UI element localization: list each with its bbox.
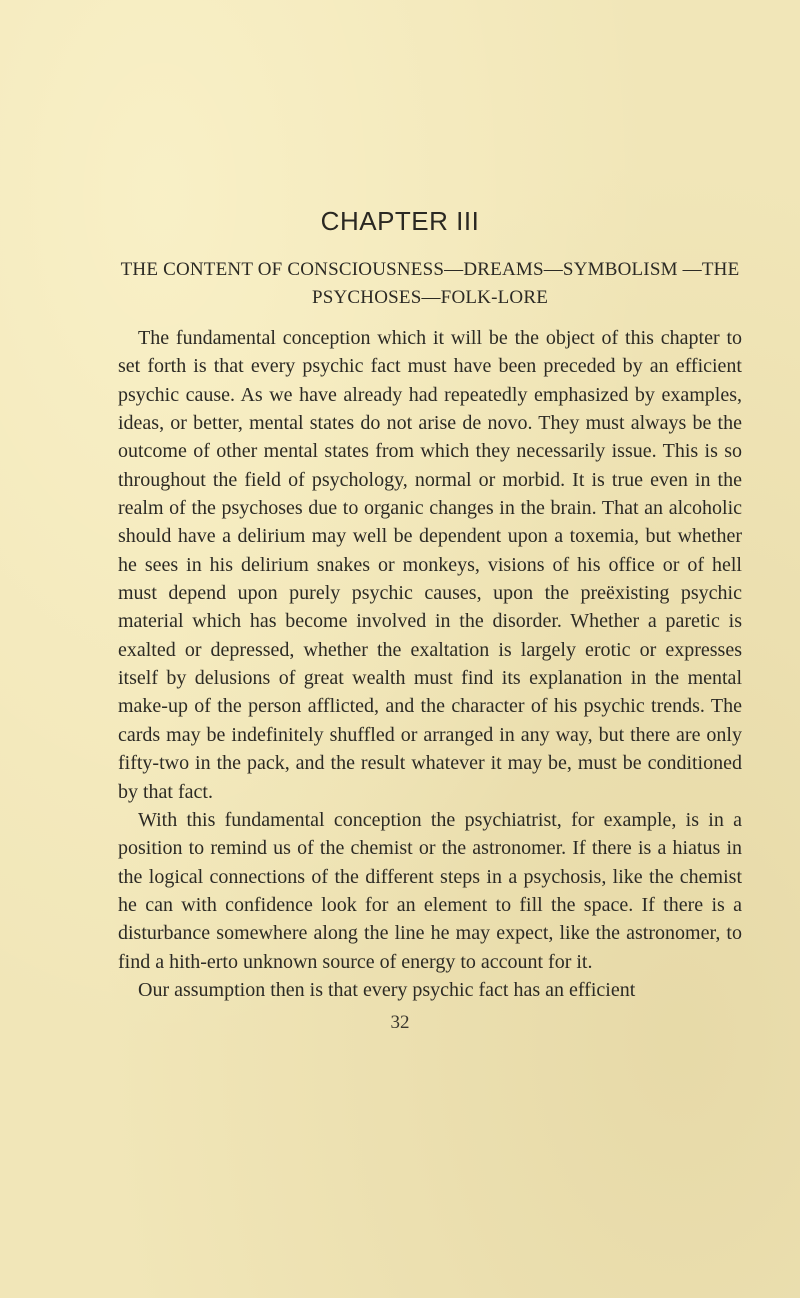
body-text xyxy=(118,324,742,1004)
paragraph: The fundamental conception which it will be the object of this chapter to set forth is that every psychic fact must have been preceded by an efficient psychic cause. As we have already had repeatedly emphasized by examples, ideas, or better, mental states do not arise de novo. They must always be the outcome of other mental states from which they necessarily issue. This is so throughout the field of psychology, normal or morbid. It is true even in the realm of the psychoses due to organic changes in the brain. That an alcoholic should have a delirium may well be dependent upon a toxemia, but whether he sees in his delirium snakes or monkeys, visions of his office or of hell must depend upon purely psychic causes, upon the preëxisting psychic material which has become involved in the disorder. Whether a paretic is exalted or depressed, whether the exaltation is largely erotic or expresses itself by delusions of great wealth must find its explanation in the mental make-up of the person afflicted, and the character of his psychic trends. The cards may be indefinitely shuffled or arranged in any way, but there are only fifty-two in the pack, and the result whatever it may be, must be conditioned by that fact. xyxy=(118,327,742,803)
chapter-heading: CHAPTER III xyxy=(320,206,480,236)
paragraph: Our assumption then is that every psychic fact has an efficient xyxy=(138,978,636,1001)
paragraph: With this fundamental conception the psychiatrist, for example, is in a position to remind us of the chemist or the astronomer. If there is a hiatus in the logical connections of the different steps in a psychosis, like the chemist he can with confidence look for an element to fill the space. If there is a disturbance somewhere along the line he may expect, like the astronomer, to find a hith-erto unknown source of energy to account for it. xyxy=(118,808,742,973)
chapter-title: THE CONTENT OF CONSCIOUSNESS—DREAMS—SYMBOLISM —THE PSYCHOSES—FOLK-LORE xyxy=(120,259,740,308)
page-number: 32 xyxy=(390,1012,410,1033)
